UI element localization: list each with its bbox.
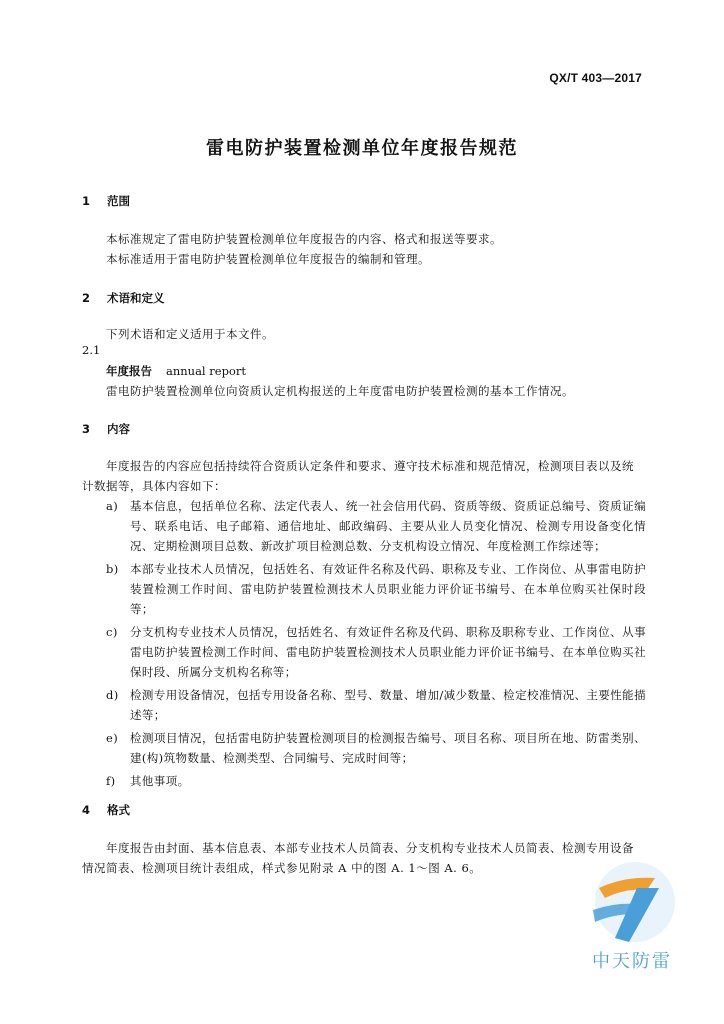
section-number: 4: [82, 803, 91, 817]
section-title: 格式: [107, 803, 130, 817]
content-list: [106, 496, 646, 791]
term-number: 2.1: [82, 343, 101, 357]
list-item-text: 本部专业技术人员情况，包括姓名、有效证件名称及代码、职称及专业、工作岗位、从事雷电防护装置检测工作时间、雷电防护装置检测技术人员职业能力评价证书编号、在本单位购买社保时段等；: [130, 562, 646, 616]
section-heading-scope: [82, 193, 130, 209]
term-definition-text: 雷电防护装置检测单位向资质认定机构报送的上年度雷电防护装置检测的基本工作情况。: [106, 384, 574, 398]
document-title: 雷电防护装置检测单位年度报告规范: [206, 138, 518, 159]
term-definition: [82, 381, 642, 401]
list-item: [106, 496, 646, 556]
list-item-marker: f): [106, 774, 116, 788]
list-item: [106, 771, 646, 791]
list-item-text: 分支机构专业技术人员情况，包括姓名、有效证件名称及代码、职称及职称专业、工作岗位、从事雷电防护装置检测工作时间、雷电防护装置检测技术人员职业能力评价证书编号、在本单位购买社保时段、所属分支机构名称等；: [130, 625, 646, 679]
section-number: 3: [82, 422, 91, 436]
list-item-marker: e): [106, 731, 119, 745]
list-item-text: 检测专用设备情况，包括专用设备名称、型号、数量、增加/减少数量、检定校准情况、主要性能描述等；: [130, 688, 646, 722]
section-heading-format: [82, 802, 130, 818]
format-paragraph: [82, 838, 642, 878]
content-intro: [82, 456, 642, 496]
list-item-text: 其他事项。: [130, 774, 190, 788]
list-item: [106, 685, 646, 725]
scope-paragraph-2: 本标准适用于雷电防护装置检测单位年度报告的编制和管理。: [106, 252, 430, 266]
standard-code: QX/T 403—2017: [549, 71, 642, 85]
format-paragraph-text: 年度报告由封面、基本信息表、本部专业技术人员简表、分支机构专业技术人员简表、检测专用设备情况简表、检测项目统计表组成，样式参见附录 A 中的图 A. 1～图 A. 6。: [82, 841, 634, 875]
term-title-zh: 年度报告: [106, 364, 152, 378]
section-number: 2: [82, 291, 91, 305]
watermark-text: 中天防雷: [592, 951, 672, 972]
term-title-en: annual report: [166, 364, 246, 378]
section-title: 术语和定义: [107, 291, 165, 305]
section-heading-terms: [82, 290, 165, 306]
list-item: [106, 728, 646, 768]
scope-paragraphs: [82, 229, 642, 269]
watermark-logo-icon: [585, 858, 685, 944]
section-title: 内容: [107, 422, 130, 436]
content-intro-text: 年度报告的内容应包括持续符合资质认定条件和要求、遵守技术标准和规范情况，检测项目表以及统计数据等，具体内容如下：: [82, 459, 634, 493]
list-item-marker: b): [106, 562, 119, 576]
term-title: [106, 363, 246, 379]
section-title: 范围: [107, 194, 130, 208]
terms-intro: [82, 324, 642, 344]
list-item: [106, 559, 646, 619]
list-item-marker: c): [106, 625, 118, 639]
terms-intro-text: 下列术语和定义适用于本文件。: [106, 327, 274, 341]
list-item-text: 检测项目情况，包括雷电防护装置检测项目的检测报告编号、项目名称、项目所在地、防雷类别、建(构)筑物数量、检测类型、合同编号、完成时间等；: [130, 731, 646, 765]
section-heading-content: [82, 421, 130, 437]
list-item-text: 基本信息，包括单位名称、法定代表人、统一社会信用代码、资质等级、资质证总编号、资质证编号、联系电话、电子邮箱、通信地址、邮政编码、主要从业人员变化情况、检测专用设备变化情况、定期检测项目总数、新改扩项目检测总数、分支机构设立情况、年度检测工作综述等；: [130, 499, 646, 553]
list-item-marker: a): [106, 499, 119, 513]
section-number: 1: [82, 194, 91, 208]
list-item-marker: d): [106, 688, 119, 702]
scope-paragraph-1: 本标准规定了雷电防护装置检测单位年度报告的内容、格式和报送等要求。: [106, 232, 502, 246]
list-item: [106, 622, 646, 682]
